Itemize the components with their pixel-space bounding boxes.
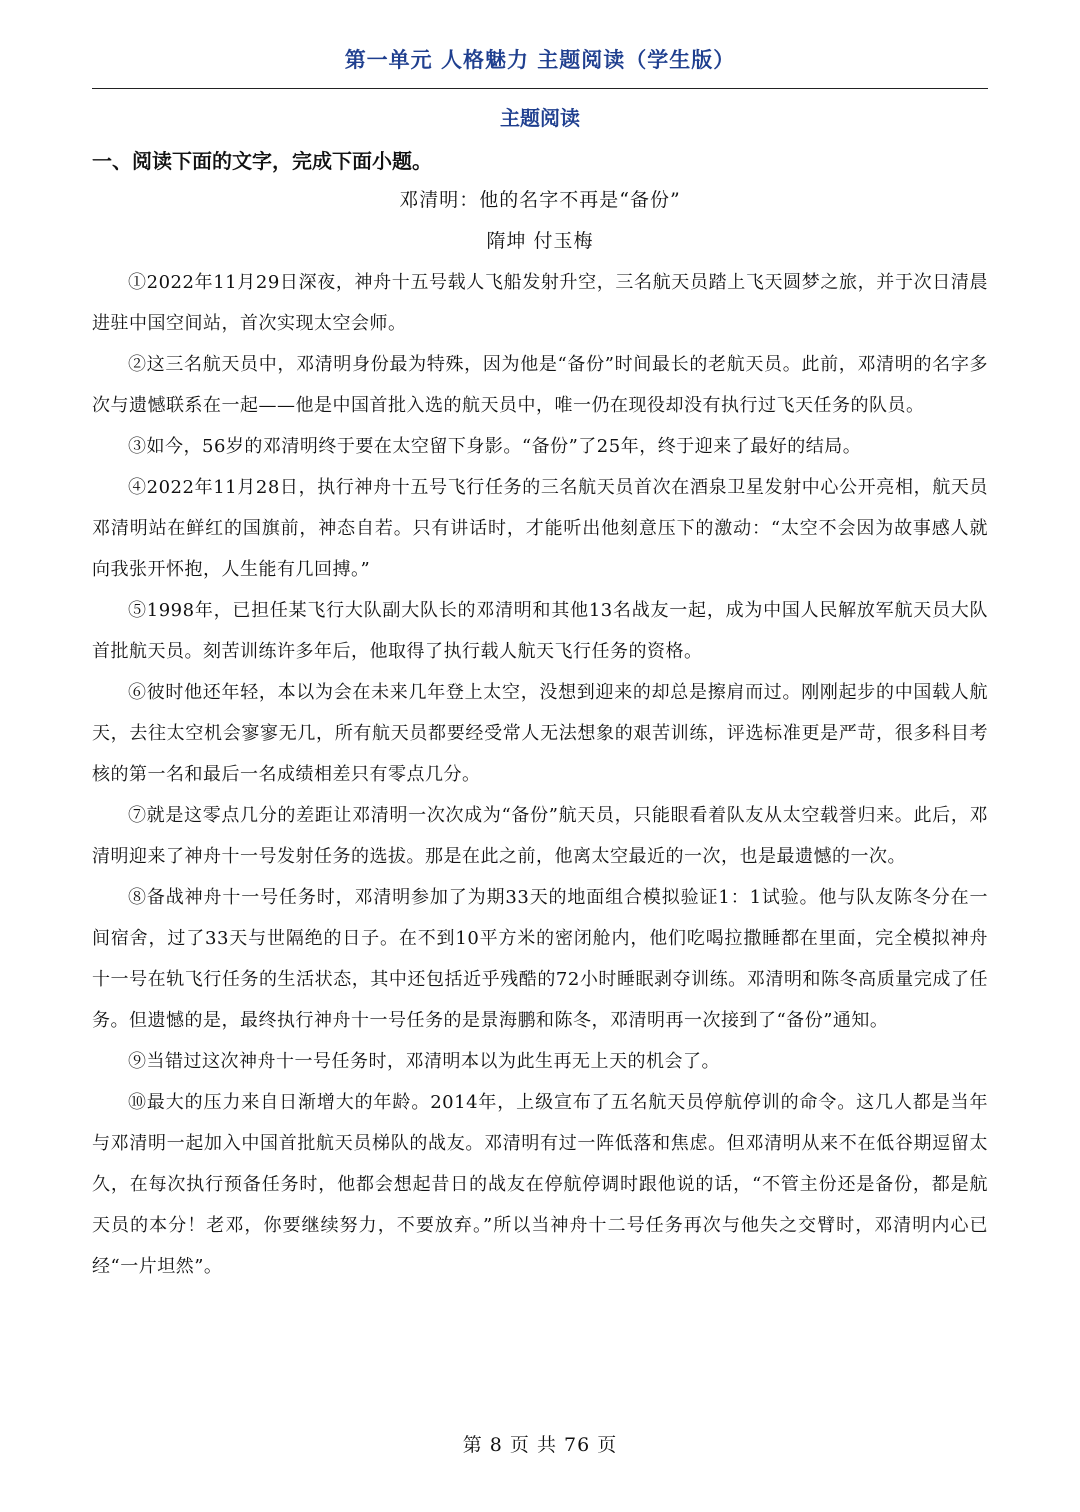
article-authors: 隋坤 付玉梅 [486, 230, 594, 252]
paragraph-3: ③如今，56岁的邓清明终于要在太空留下身影。“备份”了25年，终于迎来了最好的结局。 [128, 436, 862, 457]
paragraph-10: ⑩最大的压力来自日渐增大的年龄。2014年，上级宣布了五名航天员停航停训的命令。这几人都是当年与邓清明一起加入中国首批航天员梯队的战友。邓清明有过一阵低落和焦虑。但邓清明从来不在低谷期逗留太久，在每次执行预备任务时，他都会想起昔日的战友在停航停调时跟他说的话，“不管主份还是备份，都是航天员的本分！老邓，你要继续努力，不要放弃。”所以当神舟十二号任务再次与他失之交臂时，邓清明内心已经“一片坦然”。 [92, 1092, 988, 1277]
paragraph-9: ⑨当错过这次神舟十一号任务时，邓清明本以为此生再无上天的机会了。 [128, 1051, 720, 1072]
paragraph-5: ⑤1998年，已担任某飞行大队副大队长的邓清明和其他13名战友一起，成为中国人民解放军航天员大队首批航天员。刻苦训练许多年后，他取得了执行载人航天飞行任务的资格。 [92, 600, 988, 662]
paragraph-8: ⑧备战神舟十一号任务时，邓清明参加了为期33天的地面组合模拟验证1：1试验。他与队友陈冬分在一间宿舍，过了33天与世隔绝的日子。在不到10平方米的密闭舱内，他们吃喝拉撒睡都在里面，完全模拟神舟十一号在轨飞行任务的生活状态，其中还包括近乎残酷的72小时睡眠剥夺训练。邓清明和陈冬高质量完成了任务。但遗憾的是，最终执行神舟十一号任务的是景海鹏和陈冬，邓清明再一次接到了“备份”通知。 [92, 887, 988, 1031]
page-number: 第 8 页 共 76 页 [462, 1434, 618, 1456]
paragraph-7: ⑦就是这零点几分的差距让邓清明一次次成为“备份”航天员，只能眼看着队友从太空载誉归来。此后，邓清明迎来了神舟十一号发射任务的选拔。那是在此之前，他离太空最近的一次，也是最遗憾的一次。 [92, 805, 988, 867]
paragraph-4: ④2022年11月28日，执行神舟十五号飞行任务的三名航天员首次在酒泉卫星发射中心公开亮相，航天员邓清明站在鲜红的国旗前，神态自若。只有讲话时，才能听出他刻意压下的激动：“太空不会因为故事感人就向我张开怀抱，人生能有几回搏。” [92, 477, 988, 580]
paragraph-2: ②这三名航天员中，邓清明身份最为特殊，因为他是“备份”时间最长的老航天员。此前，邓清明的名字多次与遗憾联系在一起——他是中国首批入选的航天员中，唯一仍在现役却没有执行过飞天任务的队员。 [92, 354, 988, 416]
section-title: 主题阅读 [500, 106, 580, 130]
paragraph-6: ⑥彼时他还年轻，本以为会在未来几年登上太空，没想到迎来的却总是擦肩而过。刚刚起步的中国载人航天，去往太空机会寥寥无几，所有航天员都要经受常人无法想象的艰苦训练，评选标准更是严苛，很多科目考核的第一名和最后一名成绩相差只有零点几分。 [92, 682, 988, 785]
article-body [92, 262, 988, 1287]
page-header-title: 第一单元 人格魅力 主题阅读（学生版） [344, 48, 736, 72]
question-heading: 一、阅读下面的文字，完成下面小题。 [92, 149, 432, 173]
header-divider [92, 88, 988, 89]
paragraph-1: ①2022年11月29日深夜，神舟十五号载人飞船发射升空，三名航天员踏上飞天圆梦之旅，并于次日清晨进驻中国空间站，首次实现太空会师。 [92, 272, 988, 334]
article-title: 邓清明：他的名字不再是“备份” [399, 189, 681, 211]
